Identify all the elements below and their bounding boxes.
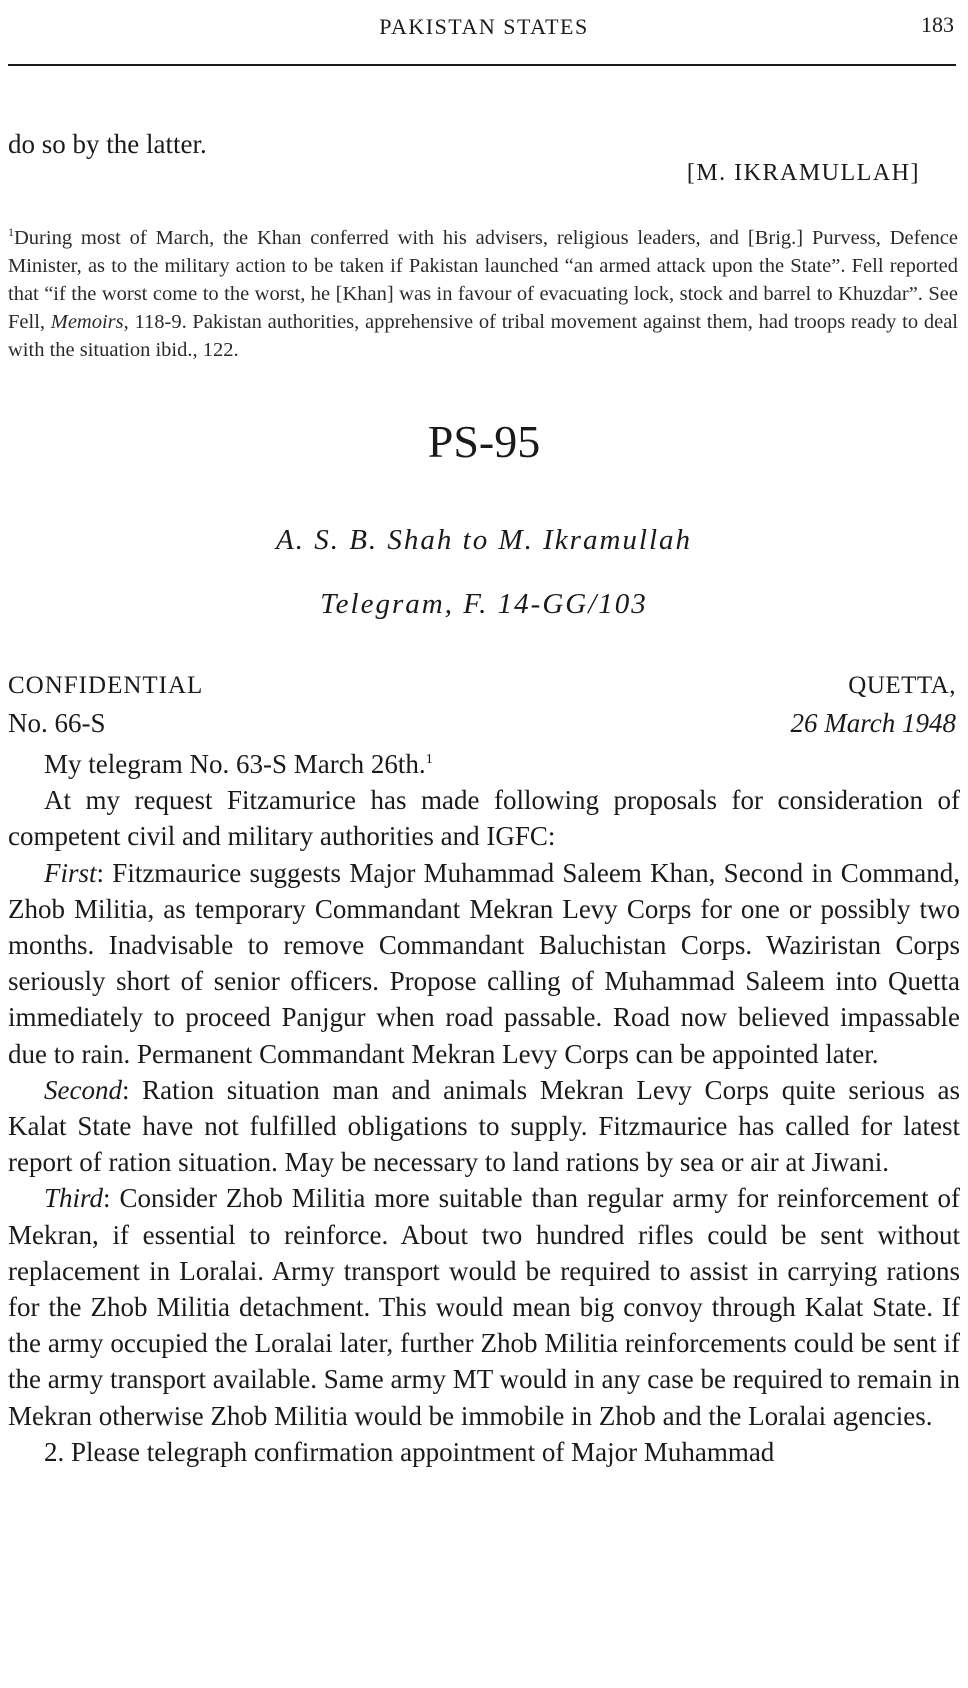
letter-body xyxy=(8,742,960,1470)
document-number: PS-95 xyxy=(427,416,541,467)
footnote-text-2: , 118-9. Pakistan authorities, apprehensive of tribal movement against them, had troops ready to deal with the situation ibid., 122. xyxy=(8,310,958,361)
footnote-ref: 1 xyxy=(425,752,433,767)
footnote-italic: Memoirs xyxy=(50,310,124,333)
paragraph-lead: First xyxy=(44,857,97,888)
paragraph xyxy=(8,1434,960,1470)
paragraph-text: : Ration situation man and animals Mekran Levy Corps quite serious as Kalat State have not fulfilled obligations to supply. Fitzmaurice has called for latest report of ration situation. May be necessary to land rations by sea or air at Jiwani. xyxy=(8,1074,960,1178)
paragraph-text: At my request Fitzamurice has made following proposals for consideration of competent civil and military authorities and IGFC: xyxy=(8,785,960,852)
paragraph-text: : Fitzmaurice suggests Major Muhammad Saleem Khan, Second in Command, Zhob Militia, as temporary Commandant Mekran Levy Corps for one or possibly two months. Inadvisable to remove Commandant Baluchistan Corps. Waziristan Corps seriously short of senior officers. Propose calling of Muhammad Saleem into Quetta immediately to proceed Panjgur when road passable. Road now believed impassable due to rain. Permanent Commandant Mekran Levy Corps can be appointed later. xyxy=(8,857,960,1069)
paragraph-lead: Second xyxy=(44,1074,122,1105)
signature: [M. IKRAMULLAH] xyxy=(686,160,920,186)
paragraph xyxy=(8,1072,960,1181)
header-rule xyxy=(8,64,956,66)
footnote xyxy=(8,218,958,364)
paragraph xyxy=(8,1180,960,1433)
running-title: PAKISTAN STATES xyxy=(379,14,589,39)
page-number: 183 xyxy=(921,12,954,37)
document-reference: Telegram, F. 14-GG/103 xyxy=(320,588,648,620)
paragraph-text: 2. Please telegraph confirmation appointment of Major Muhammad xyxy=(44,1436,775,1467)
paragraph xyxy=(8,855,960,1072)
footnote-marker: 1 xyxy=(8,225,14,239)
paragraph xyxy=(8,742,960,782)
carry-over-text: do so by the latter. xyxy=(8,129,207,159)
classification: CONFIDENTIAL xyxy=(8,672,204,699)
serial-number: No. 66-S xyxy=(8,708,106,738)
footnote-text-1: During most of March, the Khan conferred with his advisers, religious leaders, and [Brig.] Purvess, Defence Minister, as to the military action to be taken if Pakistan launched “an armed attack upon the State”. Fell reported that “if the worst come to the worst, he [Khan] was in favour of evacuating lock, stock and barrel to Khuzdar”. See Fell, xyxy=(8,226,958,333)
running-head xyxy=(0,10,968,40)
paragraph-lead: Third xyxy=(44,1183,104,1214)
paragraph xyxy=(8,782,960,854)
paragraph-text: My telegram No. 63-S March 26th. xyxy=(44,749,426,779)
place: QUETTA, xyxy=(848,672,956,699)
document-date: 26 March 1948 xyxy=(790,708,956,738)
document-from-to: A. S. B. Shah to M. Ikramullah xyxy=(275,524,692,556)
paragraph-text: : Consider Zhob Militia more suitable than regular army for reinforcement of Mekran, if essential to reinforce. About two hundred rifles could be sent without replacement in Loralai. Army transport would be required to assist in carrying rations for the Zhob Militia detachment. This would mean big convoy through Kalat State. If the army occupied the Loralai later, further Zhob Militia reinforcements could be sent if the army transport available. Same army MT would in any case be required to remain in Mekran otherwise Zhob Militia would be immobile in Zhob and the Loralai agencies. xyxy=(8,1183,960,1431)
